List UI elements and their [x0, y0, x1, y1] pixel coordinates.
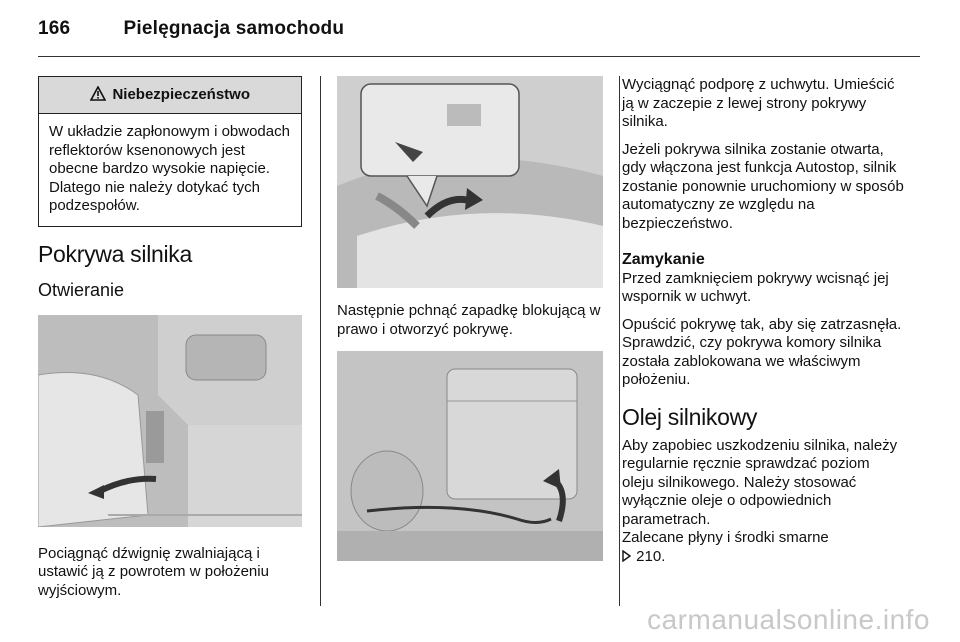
oil-reference-label: Zalecane płyny i środki smarne [622, 529, 829, 546]
column-divider-1 [320, 76, 321, 606]
autostop-note: Jeżeli pokrywa silnika zostanie otwarta, gdy włączona jest funkcja Autostop, silnik zostanie ponownie uruchomiony w sposób automatyczny ze względu na bezpieczeństwo. [622, 140, 904, 232]
watermark: carmanualsonline.info [647, 604, 930, 635]
warning-header [39, 77, 301, 114]
column-middle [337, 76, 603, 561]
warning-text: W układzie zapłonowym i obwodach reflektorów ksenonowych jest obecne bardzo wysokie napięcie. Dlatego nie należy dotykać tych podzespołów. [49, 123, 290, 214]
closing-title: Zamykanie [622, 251, 705, 268]
page-title: Pielęgnacja samochodu [123, 18, 345, 39]
warning-box [38, 76, 302, 227]
oil-reference-page[interactable]: 210. [636, 547, 666, 565]
warning-triangle-icon [90, 86, 110, 103]
hood-latch-illustration [337, 76, 603, 288]
section-title-hood: Pokrywa silnika [38, 240, 192, 267]
engine-compartment-illustration [337, 351, 603, 561]
prop-instructions: Wyciągnąć podporę z uchwytu. Umieścić ją w zaczepie z lewej strony pokrywy silnika. [622, 76, 895, 130]
header-rule [38, 56, 920, 57]
warning-title: Niebezpieczeństwo [112, 86, 250, 103]
page-header [38, 18, 344, 40]
section-title-oil: Olej silnikowy [622, 403, 758, 430]
caption-release-lever: Pociągnąć dźwignię zwalniającą i ustawić ją z powrotem w położeniu wyjściowym. [38, 544, 269, 599]
page-number: 166 [38, 18, 71, 39]
column-left [38, 76, 302, 600]
subsection-title-opening: Otwieranie [38, 279, 125, 300]
column-divider-2 [619, 76, 620, 606]
closing-check-text: Opuścić pokrywę tak, aby się zatrzasnęła. Sprawdzić, czy pokrywa komory silnika została zablokowana we właściwym położeniu. [622, 315, 902, 388]
release-lever-illustration [38, 315, 302, 527]
caption-hood-latch: Następnie pchnąć zapadkę blokującą w prawo i otworzyć pokrywę. [337, 302, 601, 338]
column-right [622, 76, 904, 566]
oil-reference [622, 548, 904, 567]
page-reference-icon [622, 548, 636, 565]
oil-text: Aby zapobiec uszkodzeniu silnika, należy regularnie ręcznie sprawdzać poziom oleju silnikowego. Należy stosować wyłącznie oleje o odpowiednich parametrach. [622, 436, 898, 528]
closing-text: Przed zamknięciem pokrywy wcisnąć jej wspornik w uchwyt. [622, 269, 889, 305]
